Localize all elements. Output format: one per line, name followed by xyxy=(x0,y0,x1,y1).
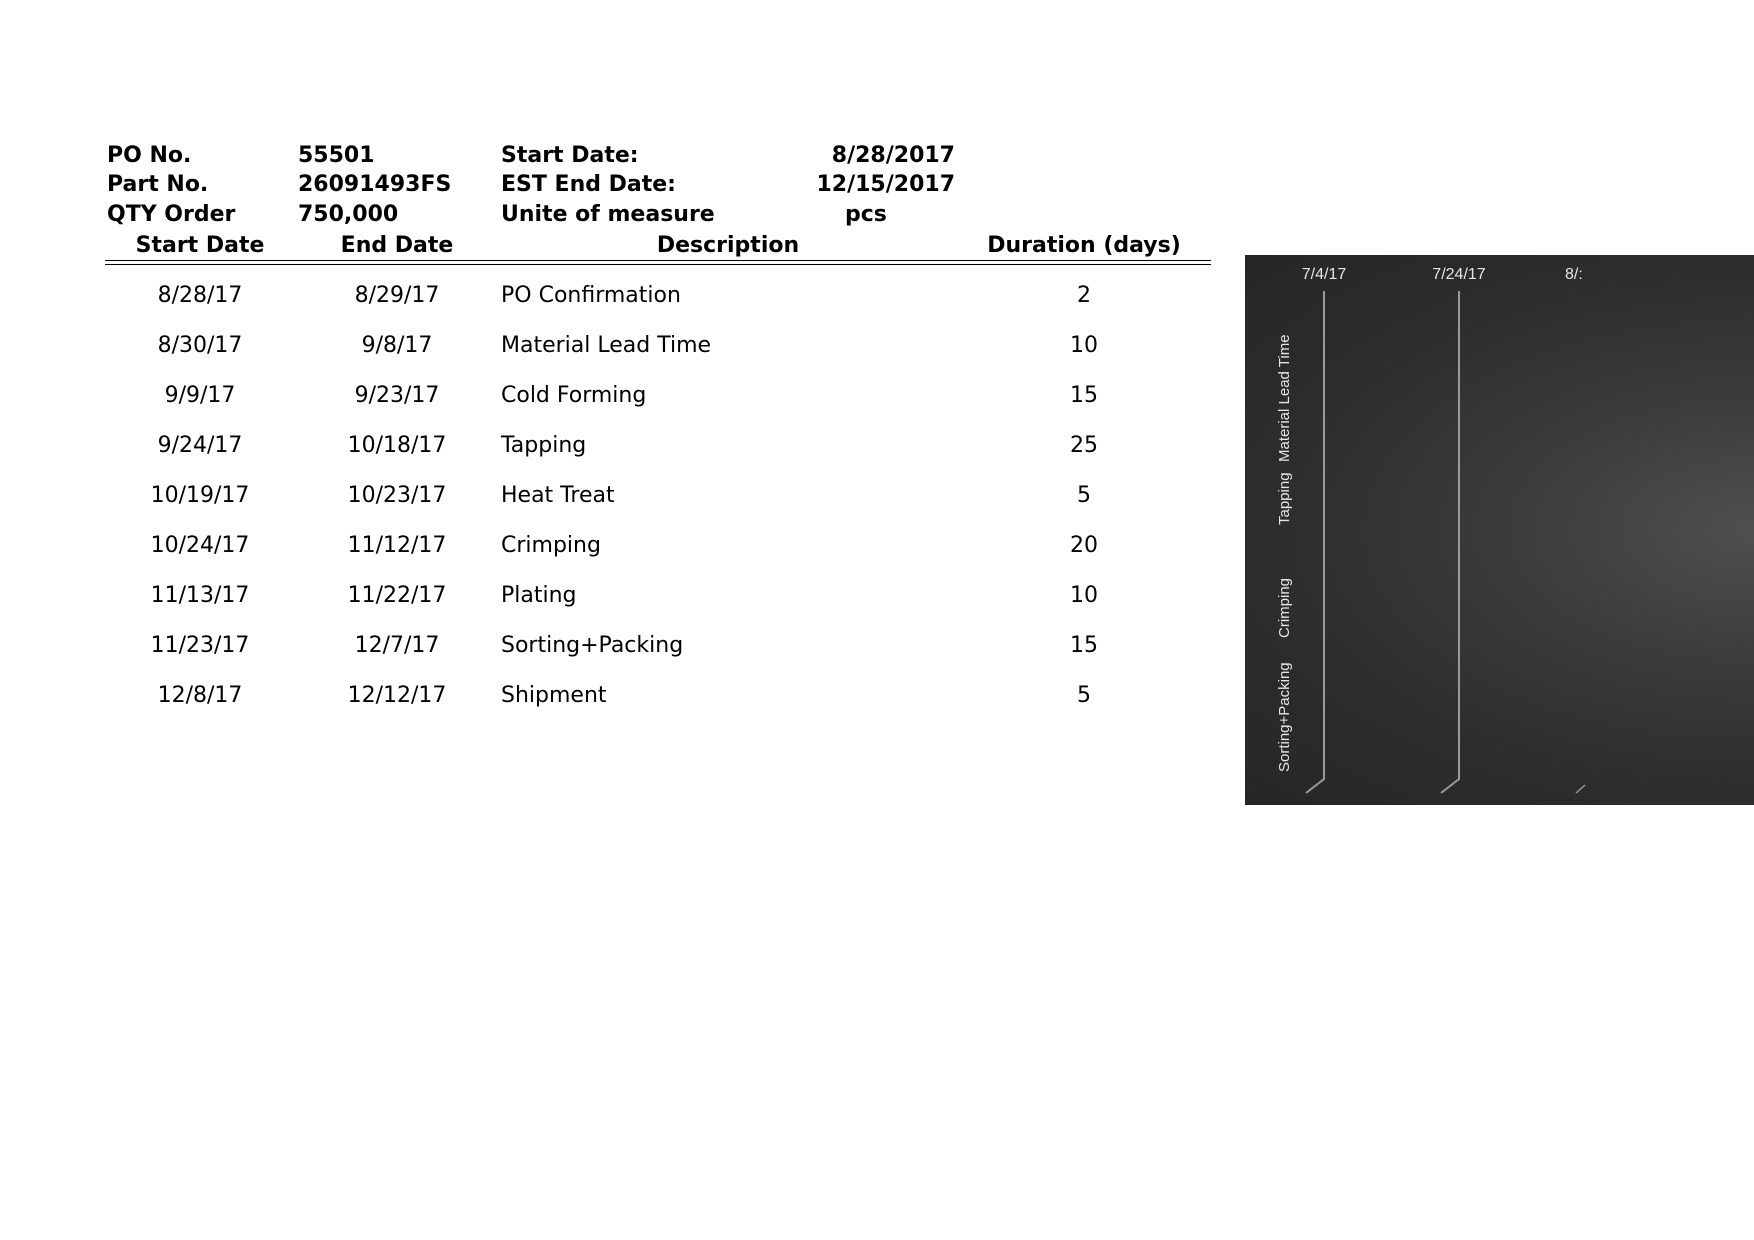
row-start: 10/24/17 xyxy=(150,533,250,558)
timeline-label-tapping: Tapping xyxy=(1276,472,1293,525)
row-end: 8/29/17 xyxy=(354,283,440,308)
timeline-leader-2 xyxy=(1441,291,1459,793)
po-label: PO No. xyxy=(107,143,192,168)
col-duration: Duration (days) xyxy=(987,233,1181,258)
row-duration: 15 xyxy=(1070,633,1098,658)
row-description: Material Lead Time xyxy=(501,333,712,358)
row-description: Plating xyxy=(501,583,577,608)
timeline-graphic xyxy=(1245,255,1754,805)
row-start: 11/13/17 xyxy=(150,583,250,608)
start-date-value: 8/28/2017 xyxy=(831,143,955,168)
uom-label: Unite of measure xyxy=(501,202,715,227)
row-duration: 2 xyxy=(1077,283,1091,308)
row-duration: 25 xyxy=(1070,433,1098,458)
est-end-date-value: 12/15/2017 xyxy=(816,172,955,197)
row-description: Shipment xyxy=(501,683,607,708)
timeline-leader-1 xyxy=(1306,291,1324,793)
row-end: 12/12/17 xyxy=(347,683,447,708)
row-start: 10/19/17 xyxy=(150,483,250,508)
row-end: 10/18/17 xyxy=(347,433,447,458)
timeline-leader-3 xyxy=(1576,785,1585,793)
timeline-label-material-lead-time: Material Lead Time xyxy=(1276,334,1293,462)
col-end-date: End Date xyxy=(340,233,454,258)
row-description: Cold Forming xyxy=(501,383,647,408)
timeline-date-2: 7/24/17 xyxy=(1432,266,1486,283)
start-date-label: Start Date: xyxy=(501,143,639,168)
qty-label: QTY Order xyxy=(107,202,236,227)
row-start: 8/28/17 xyxy=(157,283,243,308)
row-start: 12/8/17 xyxy=(157,683,243,708)
row-end: 11/12/17 xyxy=(347,533,447,558)
row-duration: 10 xyxy=(1070,333,1098,358)
qty-value: 750,000 xyxy=(298,202,399,227)
row-description: Crimping xyxy=(501,533,601,558)
row-description: PO Confirmation xyxy=(501,283,681,308)
part-value: 26091493FS xyxy=(298,172,452,197)
row-end: 9/23/17 xyxy=(354,383,440,408)
row-description: Tapping xyxy=(501,433,587,458)
uom-value: pcs xyxy=(845,202,887,227)
row-duration: 5 xyxy=(1077,683,1091,708)
row-end: 10/23/17 xyxy=(347,483,447,508)
row-description: Heat Treat xyxy=(501,483,615,508)
po-value: 55501 xyxy=(298,143,375,168)
timeline-label-crimping: Crimping xyxy=(1276,577,1293,638)
header-rule-top xyxy=(105,260,1211,261)
row-duration: 10 xyxy=(1070,583,1098,608)
row-end: 12/7/17 xyxy=(354,633,440,658)
row-duration: 20 xyxy=(1070,533,1098,558)
timeline-date-1: 7/4/17 xyxy=(1301,266,1347,283)
col-start-date: Start Date xyxy=(135,233,265,258)
row-description: Sorting+Packing xyxy=(501,633,684,658)
row-duration: 15 xyxy=(1070,383,1098,408)
row-start: 9/24/17 xyxy=(157,433,243,458)
col-description: Description xyxy=(656,233,800,258)
row-start: 9/9/17 xyxy=(164,383,236,408)
timeline-date-3: 8/: xyxy=(1565,266,1583,283)
part-label: Part No. xyxy=(107,172,209,197)
row-start: 11/23/17 xyxy=(150,633,250,658)
header-rule-bottom xyxy=(105,264,1211,265)
row-end: 9/8/17 xyxy=(361,333,433,358)
row-start: 8/30/17 xyxy=(157,333,243,358)
timeline-label-sorting-packing: Sorting+Packing xyxy=(1276,662,1293,772)
timeline-svg xyxy=(1245,255,1754,805)
est-end-date-label: EST End Date: xyxy=(501,172,676,197)
row-duration: 5 xyxy=(1077,483,1091,508)
row-end: 11/22/17 xyxy=(347,583,447,608)
